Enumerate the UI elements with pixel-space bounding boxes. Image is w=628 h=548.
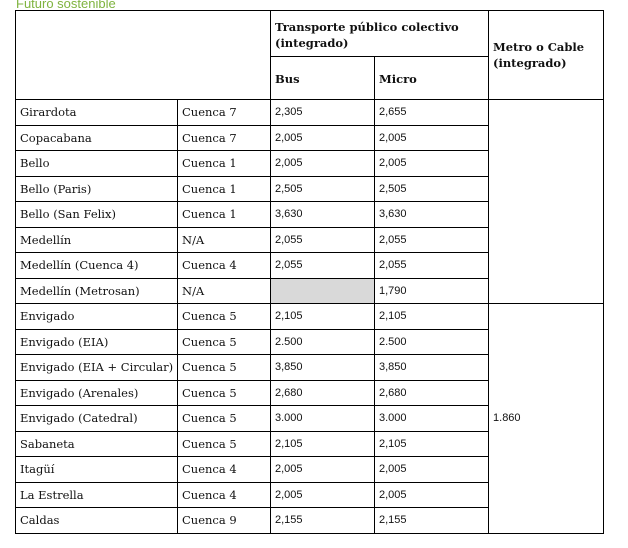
cell-bus: 2,105 [271,431,375,457]
cell-place: Girardota [16,100,178,126]
cell-place: La Estrella [16,482,178,508]
logo-text: Futuro sostenible [16,0,116,11]
cell-metro-value: 1.860 [489,304,604,534]
cell-basin: Cuenca 4 [178,457,271,483]
cell-place: Envigado [16,304,178,330]
cell-micro: 2,155 [375,508,489,534]
cell-bus [271,278,375,304]
cell-bus: 2.500 [271,329,375,355]
cell-basin: Cuenca 1 [178,151,271,177]
cell-micro: 2,105 [375,431,489,457]
cell-place: Sabaneta [16,431,178,457]
cell-place: Envigado (Catedral) [16,406,178,432]
cell-metro-empty [489,100,604,304]
cell-bus: 2,305 [271,100,375,126]
cell-place: Itagüí [16,457,178,483]
cell-basin: Cuenca 5 [178,329,271,355]
table-row [16,304,604,330]
cell-bus: 2,055 [271,253,375,279]
cell-bus: 3.000 [271,406,375,432]
cell-bus: 2,105 [271,304,375,330]
cell-basin: Cuenca 1 [178,176,271,202]
cell-micro: 2,005 [375,125,489,151]
cell-basin: Cuenca 1 [178,202,271,228]
cell-place: Envigado (EIA) [16,329,178,355]
cell-place: Bello [16,151,178,177]
cell-basin: Cuenca 9 [178,508,271,534]
cell-basin: N/A [178,278,271,304]
cell-place: Medellín [16,227,178,253]
cell-micro: 2,005 [375,482,489,508]
cell-basin: N/A [178,227,271,253]
cell-place: Bello (Paris) [16,176,178,202]
cell-bus: 2,005 [271,457,375,483]
cell-basin: Cuenca 5 [178,431,271,457]
cell-bus: 2,680 [271,380,375,406]
cell-place: Medellín (Metrosan) [16,278,178,304]
cell-micro: 2.500 [375,329,489,355]
cell-micro: 2,055 [375,227,489,253]
cell-micro: 3,850 [375,355,489,381]
header-transport: Transporte público colectivo (integrado) [271,11,489,57]
cell-place: Caldas [16,508,178,534]
empty-header-cell [16,11,271,100]
cell-bus: 2,005 [271,151,375,177]
cell-micro: 2,505 [375,176,489,202]
cell-bus: 2,505 [271,176,375,202]
cell-bus: 2,155 [271,508,375,534]
cell-bus: 3,630 [271,202,375,228]
cell-bus: 2,005 [271,125,375,151]
cell-micro: 3.000 [375,406,489,432]
cell-bus: 2,055 [271,227,375,253]
cell-place: Envigado (Arenales) [16,380,178,406]
cell-basin: Cuenca 4 [178,482,271,508]
cell-micro: 2,105 [375,304,489,330]
header-metro: Metro o Cable (integrado) [489,11,604,100]
cell-micro: 1,790 [375,278,489,304]
cell-micro: 2,005 [375,151,489,177]
cell-place: Bello (San Felix) [16,202,178,228]
cell-basin: Cuenca 5 [178,304,271,330]
cell-bus: 3,850 [271,355,375,381]
cell-basin: Cuenca 5 [178,406,271,432]
header-bus: Bus [271,57,375,100]
table-row [16,100,604,126]
header-micro: Micro [375,57,489,100]
cell-basin: Cuenca 5 [178,355,271,381]
cell-place: Envigado (EIA + Circular) [16,355,178,381]
cell-place: Medellín (Cuenca 4) [16,253,178,279]
cell-micro: 2,680 [375,380,489,406]
fare-table [15,10,604,534]
cell-micro: 2,055 [375,253,489,279]
cell-micro: 2,655 [375,100,489,126]
cell-bus: 2,005 [271,482,375,508]
cell-micro: 3,630 [375,202,489,228]
cell-micro: 2,005 [375,457,489,483]
cell-basin: Cuenca 7 [178,100,271,126]
cell-basin: Cuenca 4 [178,253,271,279]
cell-basin: Cuenca 5 [178,380,271,406]
cell-basin: Cuenca 7 [178,125,271,151]
cell-place: Copacabana [16,125,178,151]
